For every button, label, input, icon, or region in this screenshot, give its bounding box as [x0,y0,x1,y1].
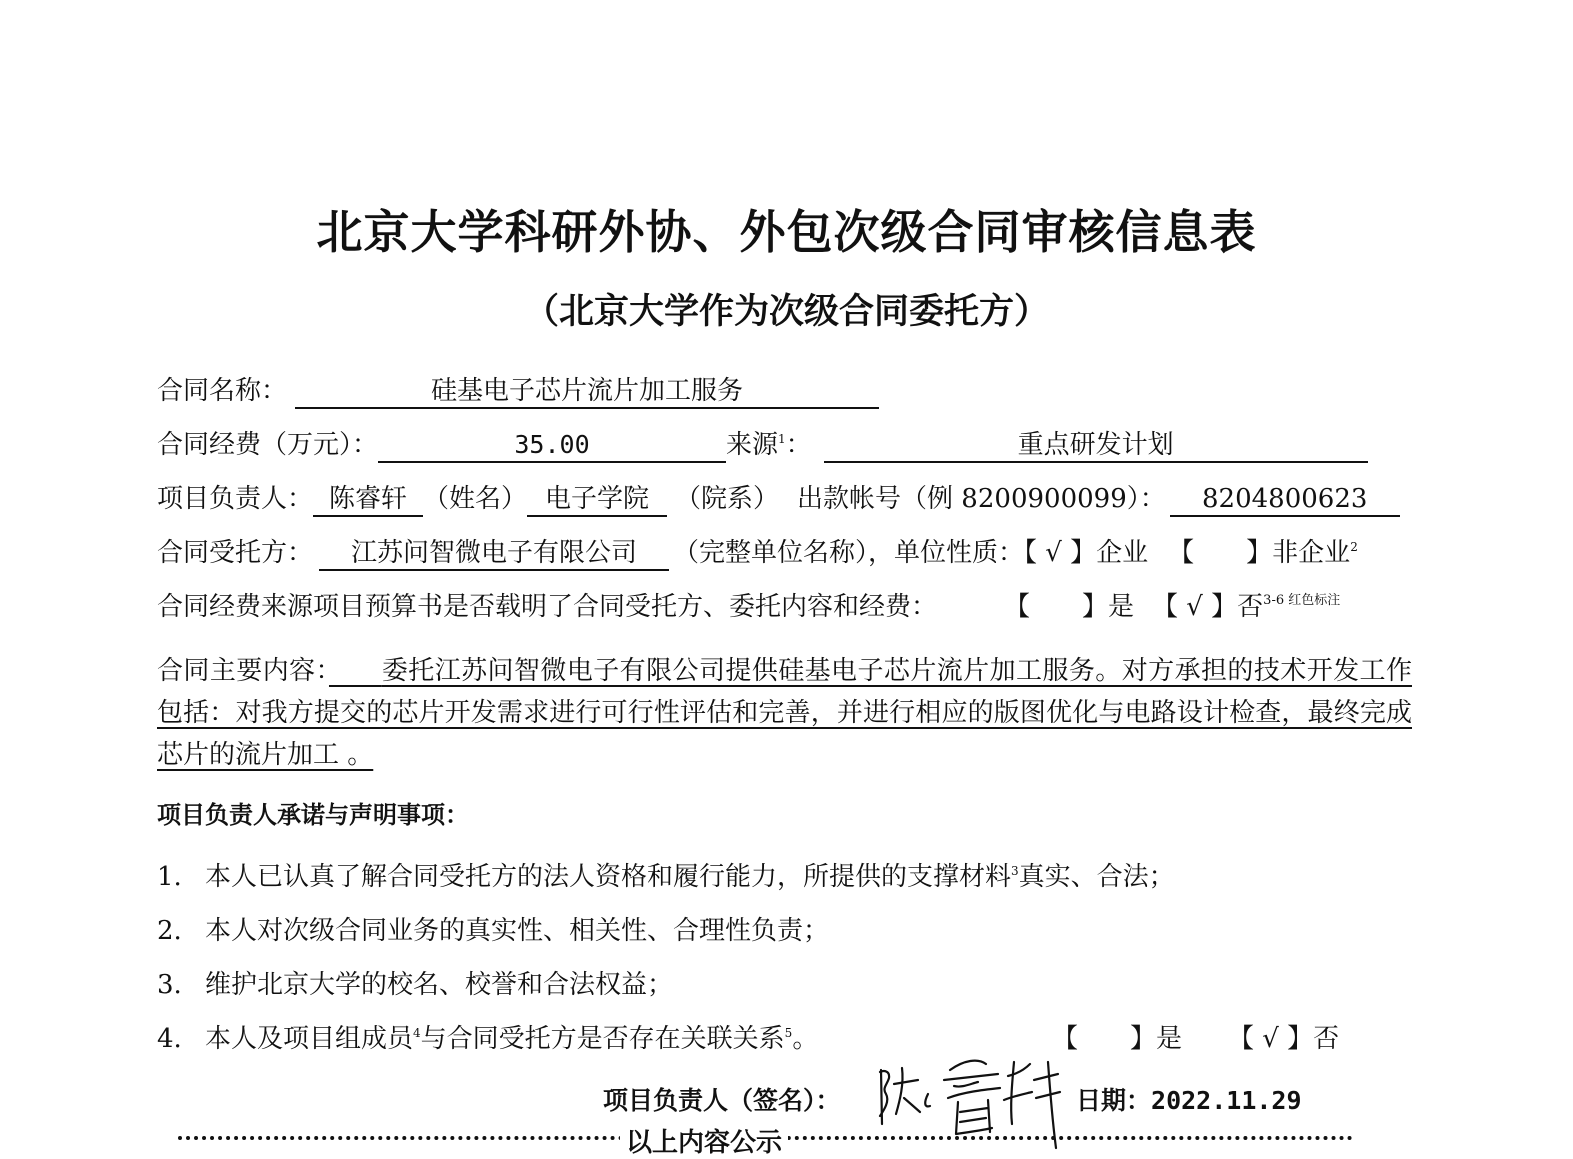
budget-yes-checkbox: 【 】 [1017,592,1109,622]
relation-yes-checkbox: 【 】 [1052,1024,1157,1054]
commitment-text: 维护北京大学的校名、校誉和合法权益； [205,970,674,1000]
budget-no-checkbox: 【 √ 】 [1152,592,1238,622]
enterprise-checkbox: 【 √ 】 [1024,538,1097,568]
trustee-value: 江苏问智微电子有限公司 [319,537,669,571]
trustee-row [157,537,1358,571]
document-title: 北京大学科研外协、外包次级合同审核信息表 [316,205,1257,259]
leader-dept: 电子学院 [527,483,667,517]
commitment-text: 本人已认真了解合同受托方的法人资格和履行能力，所提供的支撑材料 [205,862,1012,892]
commitment-item-3 [157,969,673,1001]
relation-no-checkbox: 【 √ 】 [1228,1024,1314,1054]
commitment-text: 本人对次级合同业务的真实性、相关性、合理性负责； [205,916,830,946]
commitment-text: 本人及项目组成员 [205,1024,414,1054]
leader-dept-hint: （院系） [675,484,780,514]
document-subtitle: （北京大学作为次级合同委托方） [523,292,1049,332]
contract-name-value: 硅基电子芯片流片加工服务 [295,375,879,409]
leader-name-hint: （姓名） [423,484,528,514]
leader-label: 项目负责人： [157,484,314,514]
commitment-item-2 [157,915,829,947]
budget-question-row [157,591,1340,623]
funding-source-value: 重点研发计划 [824,429,1368,463]
budget-yes-label: 是 [1108,592,1135,622]
commitment-number: 4. [157,1024,182,1054]
footnote-4: 4 [413,1026,421,1040]
funding-value: 35.00 [378,429,726,463]
red-note-annotation: 3-6 红色标注 [1263,593,1341,608]
non-enterprise-label: 非企业 [1272,538,1351,568]
main-content-value: 委托江苏问智微电子有限公司提供硅基电子芯片流片加工服务。对方承担的技术开发工作包括：对我方提交的芯片开发需求进行可行性评估和完善，并进行相应的版图优化与电路设计检查，最终完成芯片的流片加工 。 [157,656,1412,770]
main-content-label: 合同主要内容： [157,656,329,686]
commitment-number: 2. [157,916,182,946]
footnote-2: 2 [1350,540,1358,554]
publicity-divider-label: 以上内容公示 [620,1122,788,1159]
leader-name: 陈睿轩 [313,483,423,517]
date-label: 日期： [1076,1086,1152,1115]
funding-source-label: 来源 [726,430,779,460]
budget-question-text: 合同经费来源项目预算书是否载明了合同受托方、委托内容和经费： [157,592,938,622]
commitment-text-continued: 真实、合法； [1018,862,1175,892]
main-content-text [157,656,1412,770]
funding-source-colon: ： [785,430,812,460]
enterprise-label: 企业 [1096,538,1149,568]
non-enterprise-checkbox: 【 】 [1168,538,1273,568]
trustee-label: 合同受托方： [157,538,314,568]
footnote-1: 1 [778,432,786,446]
contract-name-label: 合同名称： [157,376,288,406]
budget-no-label: 否 [1237,592,1264,622]
trustee-hint: （完整单位名称），单位性质： [673,538,1025,568]
footnote-5: 5 [784,1026,793,1040]
date-value: 2022.11.29 [1151,1086,1302,1115]
relation-yes-option [1052,1023,1182,1055]
commitment-item-1 [157,861,1175,893]
funding-row [157,429,1368,463]
commitment-number: 3. [157,970,182,1000]
relation-yes-label: 是 [1156,1024,1183,1054]
commitment-text-continued: 与合同受托方是否存在关联关系 [420,1024,785,1054]
commitments-heading: 项目负责人承诺与声明事项： [157,801,469,829]
commitment-text-end: 。 [792,1024,819,1054]
relation-no-label: 否 [1313,1024,1340,1054]
commitment-number: 1. [157,862,182,892]
signature-label: 项目负责人（签名）： [603,1086,841,1115]
contract-name-row [157,375,879,409]
commitment-item-4 [157,1023,818,1055]
footnote-3: 3 [1011,864,1019,878]
account-label: 出款帐号（例 8200900099）： [797,484,1166,514]
main-content-block [157,650,1412,776]
funding-label: 合同经费（万元）： [157,430,379,460]
date-row [1076,1085,1302,1117]
leader-row [157,483,1400,517]
account-value: 8204800623 [1170,483,1400,517]
relation-no-option [1228,1023,1339,1055]
